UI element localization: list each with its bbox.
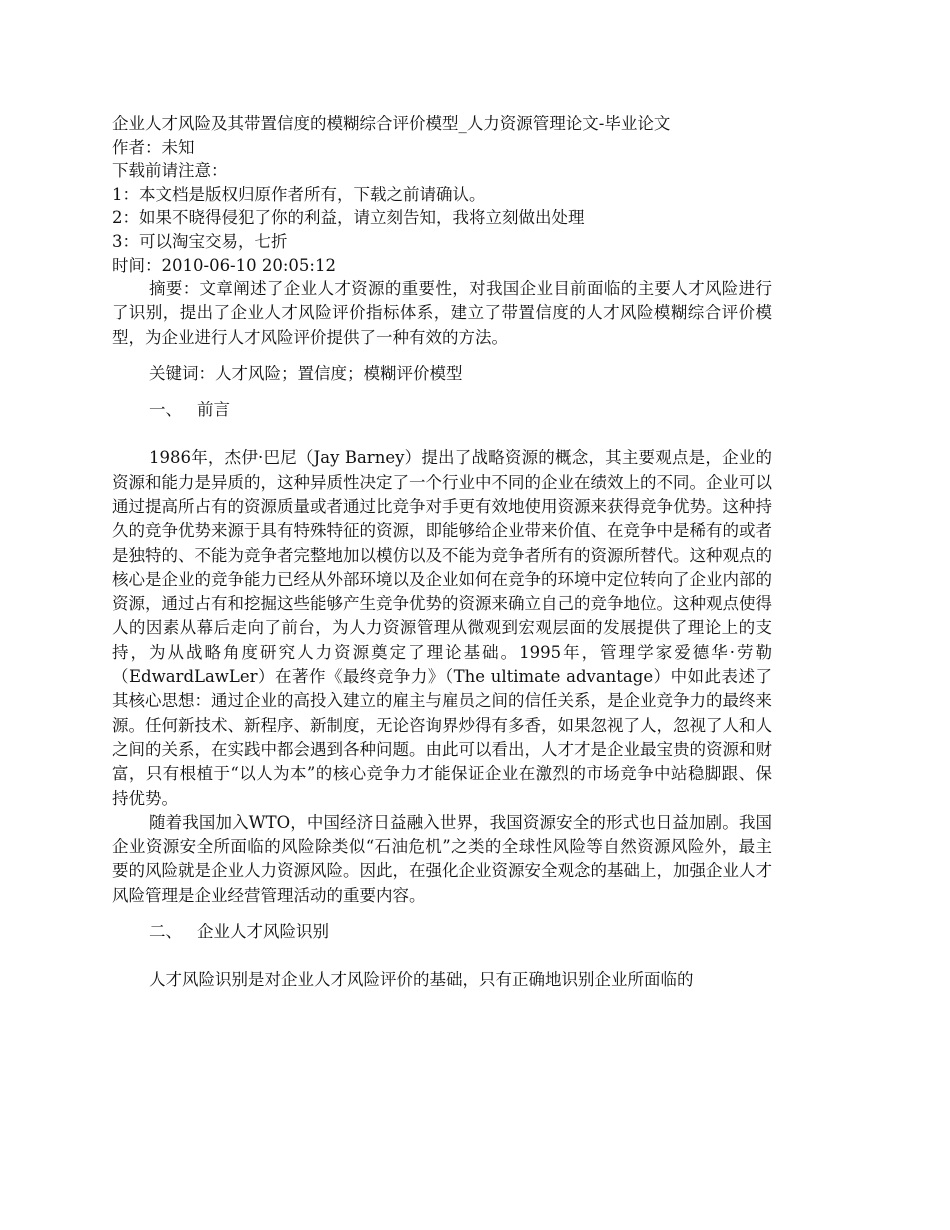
author-line: 作者：未知 (112, 137, 195, 157)
notice-item: 3：可以淘宝交易，七折 (112, 231, 288, 251)
document-page (112, 112, 772, 992)
notice-heading: 下载前请注意： (112, 161, 228, 181)
body-paragraph: 1986年，杰伊·巴尼（Jay Barney）提出了战略资源的概念，其主要观点是，企业的资源和能力是异质的，这种异质性决定了一个行业中不同的企业在绩效上的不同。企业可以通过提高所占有的资源质量或者通过比竞争对手更有效地使用资源来获得竞争优势。这种持久的竞争优势来源于具有特殊特征的资源，即能够给企业带来价值、在竞争中是稀有的或者是独特的、不能为竞争者完整地加以模仿以及不能为竞争者所有的资源所替代。这种观点的核心是企业的竞争能力已经从外部环境以及企业如何在竞争的环境中定位转向了企业内部的资源，通过占有和挖掘这些能够产生竞争优势的资源来确立自己的竞争地位。这种观点使得人的因素从幕后走向了前台，为人力资源管理从微观到宏观层面的发展提供了理论上的支持，为从战略角度研究人力资源奠定了理论基础。1995年，管理学家爱德华·劳勒（EdwardLawLer）在著作《最终竞争力》（The ultimate advantage）中如此表述了其核心思想：通过企业的高投入建立的雇主与雇员之间的信任关系，是企业竞争力的最终来源。任何新技术、新程序、新制度，无论咨询界炒得有多香，如果忽视了人，忽视了人和人之间的关系，在实践中都会遇到各种问题。由此可以看出，人才才是企业最宝贵的资源和财富，只有根植于“以人为本”的核心竞争力才能保证企业在激烈的市场竞争中站稳脚跟、保持优势。 (112, 448, 772, 808)
keywords-paragraph: 关键词：人才风险；置信度；模糊评价模型 (149, 364, 463, 384)
document-title: 企业人才风险及其带置信度的模糊综合评价模型_人力资源管理论文-毕业论文 (112, 114, 671, 133)
section-heading-intro (112, 398, 772, 422)
section-number: 二、 (149, 921, 182, 941)
abstract-paragraph: 摘要：文章阐述了企业人才资源的重要性，对我国企业目前面临的主要人才风险进行了识别，提出了企业人才风险评价指标体系，建立了带置信度的人才风险模糊综合评价模型，为企业进行人才风险评价提供了一种有效的方法。 (112, 279, 772, 347)
section-title: 企业人才风险识别 (197, 921, 329, 941)
body-paragraph: 随着我国加入WTO，中国经济日益融入世界，我国资源安全的形式也日益加剧。我国企业资源安全所面临的风险除类似“石油危机”之类的全球性风险等自然资源风险外，最主要的风险就是企业人力资源风险。因此，在强化企业资源安全观念的基础上，加强企业人才风险管理是企业经营管理活动的重要内容。 (112, 812, 772, 905)
notice-item: 2：如果不晓得侵犯了你的利益，请立刻告知，我将立刻做出处理 (112, 208, 585, 228)
body-paragraph: 人才风险识别是对企业人才风险评价的基础，只有正确地识别企业所面临的 (149, 969, 694, 989)
section-heading-risk-identification (112, 920, 772, 944)
section-number: 一、 (149, 400, 182, 420)
timestamp-line: 时间：2010-06-10 20:05:12 (112, 255, 336, 275)
section-title: 前言 (197, 400, 230, 420)
notice-item: 1：本文档是版权归原作者所有，下载之前请确认。 (112, 184, 486, 204)
